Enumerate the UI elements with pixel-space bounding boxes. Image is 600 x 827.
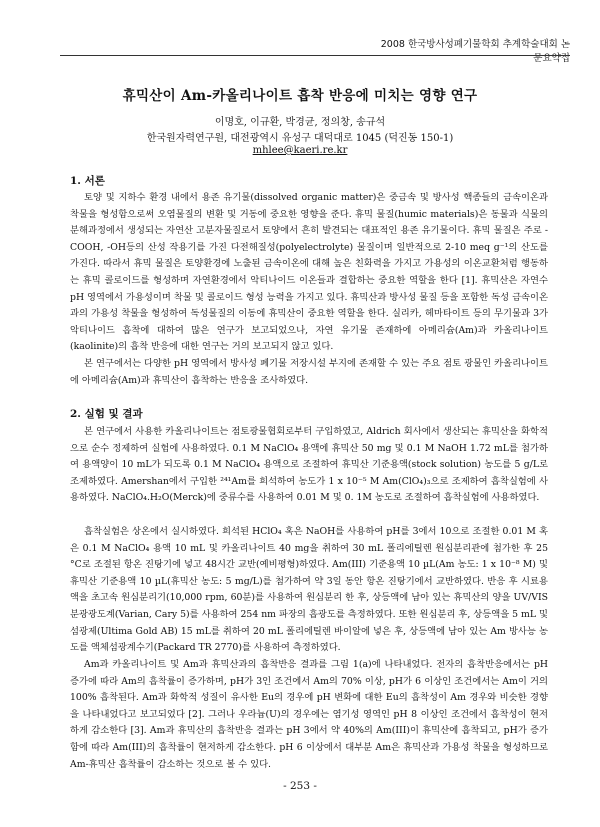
results-paragraph: Am과 카올리나이트 및 Am과 휴믹산과의 흡착반응 결과를 그림 1(a)에 나타내었다. 전자의 흡착반응에서는 pH 증가에 따라 Am의 흡착률이 증가하며, pH가 3인 조건에서 Am의 70% 이상, pH가 6 이상인 조건에서는 Am이 거의 100% 흡착된다. Am과 화학적 성질이 유사한 Eu의 경우에 pH 변화에 대한 Eu의 흡착성이 Am 경우와 비슷한 경향을 나타내었다고 보고되었다 [2]. 그러나 우라늄(U)의 경우에는 염기성 영역인 pH 8 이상인 조건에서 흡착성이 현저하게 감소한다 [3]. Am과 휴믹산의 흡착반응 결과는 pH 3에서 약 40%의 Am(III)이 휴믹산에 흡착되고, pH가 증가함에 따라 Am(III)의 흡착률이 현저하게 감소한다. pH 6 이상에서 대부분 Am은 휴믹산과 가용성 착물을 형성하므로 Am-휴믹산 흡착률이 감소하는 것으로 볼 수 있다. [70, 659, 548, 770]
proceedings-header: 2008 한국방사성폐기물학회 추계학술대회 논문요약집 [380, 39, 570, 64]
experiment-paragraph-2: 흡착실험은 상온에서 실시하였다. 희석된 HClO₄ 혹은 NaOH를 사용하여 pH를 3에서 10으로 조절한 0.01 M 혹은 0.1 M NaClO₄ 용액 10 mL 및 카올리나이트 40 mg을 취하여 30 mL 폴리에틸렌 원심분리관에 첨가한 후 25 °C로 조절된 항온 진탕기에 넣고 48시간 교반(예비평형)하였다. Am(III) 기준용액 10 µL(Am 농도: 1 x 10⁻⁸ M) 및 휴믹산 기준용액 10 µL(휴믹산 농도: 5 mg/L)를 첨가하여 약 3일 동안 항온 진탕기에서 교반하였다. 반응 후 시료용액을 초고속 원심분리기(10,000 rpm, 60분)를 사용하여 원심분리 한 후, 상등액에 남아 있는 휴믹산의 양을 UV/VIS 분광광도계(Varian, Cary 5)를 사용하여 254 nm 파장의 흡광도를 측정하였다. 또한 원심분리 후, 상등액을 5 mL 및 섬광제(Ultima Gold AB) 15 mL를 취하여 20 mL 폴리에틸렌 바이알에 넣은 후, 상등액에 남아 있는 Am 방사능 농도를 액체섬광계수기(Packard TR 2770)를 사용하여 측정하였다. [70, 526, 548, 654]
section-heading-introduction: 1. 서론 [70, 175, 105, 187]
paper-title: 휴믹산이 Am-카올리나이트 흡착 반응에 미치는 영향 연구 [122, 88, 478, 104]
experiment-paragraph-1: 본 연구에서 사용한 카올리나이트는 점토광물협회로부터 구입하였고, Aldrich 회사에서 생산되는 휴믹산을 화학적으로 순수 정제하여 실험에 사용하였다. 0.1 M NaClO₄ 용액에 휴믹산 50 mg 및 0.1 M NaOH 1.72 mL를 첨가하여 용액양이 10 mL가 되도록 0.1 M NaClO₄ 용액으로 조절하여 휴믹산 기준용액(stock solution) 농도를 5 g/L로 조제하였다. Amershan에서 구입한 ²⁴¹Am를 희석하여 농도가 1 x 10⁻⁵ M Am(ClO₄)₃으로 조제하여 흡착실험에 사용하였다. NaClO₄.H₂O(Merck)에 중류수를 사용하여 0.01 M 및 0. 1M 농도로 조절하여 흡착실험에 사용하였다. [70, 426, 548, 504]
section-heading-experiment: 2. 실험 및 결과 [70, 408, 143, 420]
affiliation: 한국원자력연구원, 대전광역시 유성구 대덕대로 1045 (덕진동 150-1) [146, 133, 454, 144]
email-link[interactable]: mhlee@kaeri.re.kr [252, 145, 348, 156]
page-number: - 253 - [283, 780, 317, 792]
intro-paragraph-2: 본 연구에서는 다양한 pH 영역에서 방사성 폐기물 저장시설 부지에 존재할 수 있는 주요 점토 광물인 카올리나이트에 아메리슘(Am)과 휴믹산이 흡착하는 반응을 조사하였다. [70, 358, 548, 386]
intro-paragraph-1: 토양 및 지하수 환경 내에서 용존 유기물(dissolved organic matter)은 중금속 및 방사성 핵종들의 금속이온과 착물을 형성함으로써 오염물질의 변환 및 거동에 중요한 영향을 준다. 휴믹 물질(humic materials)은 동물과 식물의 분해과정에서 생성되는 자연산 고분자물질로서 토양에서 흔히 발견되는 대표적인 용존 유기물이다. 휴믹 물질은 주로 -COOH, -OH등의 산성 작용기를 가진 다전해질성(polyelectrolyte) 물질이며 일반적으로 2-10 meq g⁻¹의 산도를 가진다. 따라서 휴믹 물질은 토양환경에 노출된 금속이온에 대해 높은 친화력을 가지고 가용성의 이온교환처럼 행동하는 휴믹 콜로이드를 형성하며 자연환경에서 악티나이드 이온들과 결합하는 중요한 역할을 한다 [1]. 휴믹산은 자연수 pH 영역에서 가용성이며 착물 및 콜로이드 형성 능력을 가지고 있다. 휴믹산과 방사성 물질 등을 포함한 독성 금속이온과의 가용성 착물을 형성하여 독성물질의 이동에 휴믹산이 중요한 역할을 한다. 실리카, 헤마타이트 등의 무기물과 3가 악티나이드 흡착에 대하여 많은 연구가 보고되었으나, 자연 유기물 존재하에 아메리슘(Am)과 카올리나이트(kaolinite)의 흡착 반응에 대한 연구는 거의 보고되지 않고 있다. [70, 192, 548, 353]
header-rule [60, 55, 570, 56]
author-list: 이명호, 이규환, 박경균, 정의창, 송규석 [214, 117, 386, 128]
contact-email[interactable] [0, 145, 600, 156]
